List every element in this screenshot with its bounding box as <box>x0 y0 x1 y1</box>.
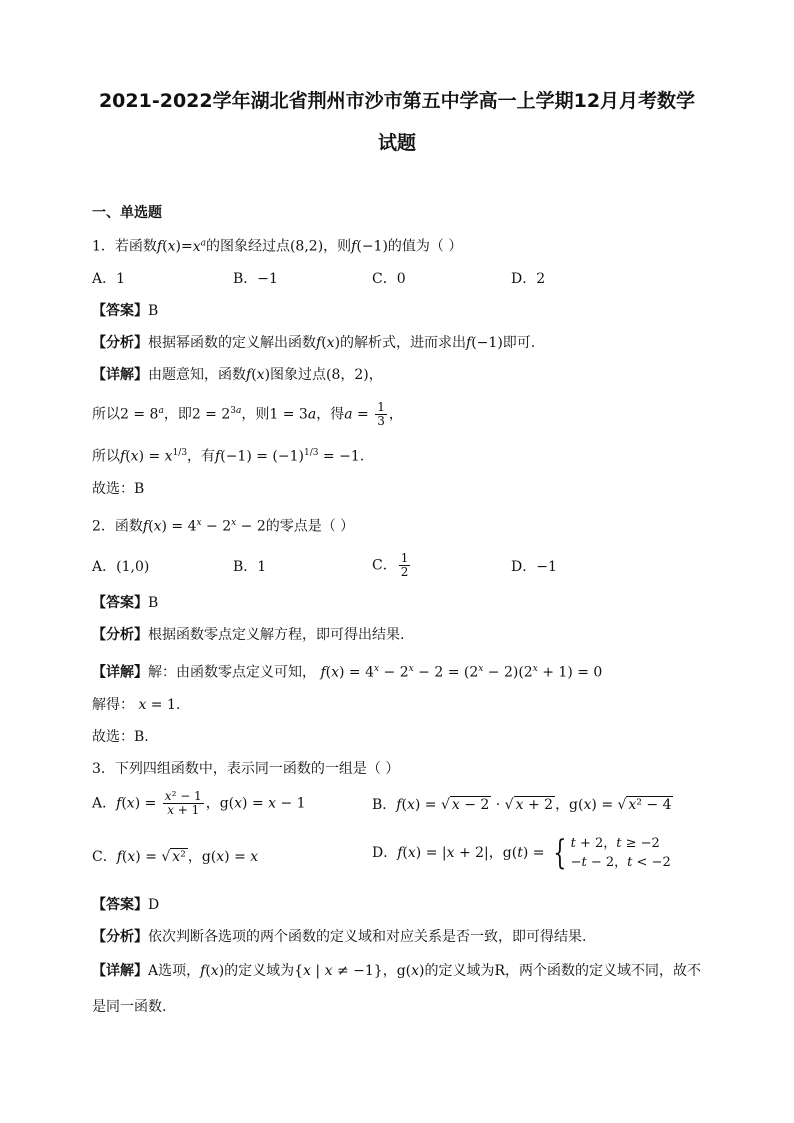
section-heading: 一、单选题 <box>92 205 162 221</box>
q1-conclusion: 故选：B <box>92 481 145 497</box>
document-title-line1: 2021-2022学年湖北省荆州市沙市第五中学高一上学期12月月考数学 <box>98 90 696 112</box>
q3-stem: 3．下列四组函数中，表示同一函数的一组是（ ） <box>92 761 400 777</box>
q2-option-c: C． $\frac{1}{2}$ <box>372 551 409 579</box>
q3-option-b: B．f(x) = √ x − 2 · √ x + 2 ，g(x) = √ x² − 4 <box>372 797 672 813</box>
q3-option-d: D．f(x) = |x + 2|，g(t) = { t + 2，t ≥ −2 −t − 2，t < −2 <box>372 833 671 873</box>
q1-option-a: A．1 <box>92 271 126 287</box>
q2-option-b: B．1 <box>233 559 267 575</box>
document-title-line2: 试题 <box>377 132 416 154</box>
q2-option-d: D．−1 <box>511 559 557 575</box>
q2-answer: 【答案】B <box>92 595 159 611</box>
q3-option-c: C．f(x) = √ x² ，g(x) = x <box>92 849 259 865</box>
q1-detail: 【详解】由题意知，函数f(x)图象过点(8，2)， <box>92 367 383 383</box>
q2-solution: 解得： x = 1. <box>92 697 181 713</box>
q3-detail-line2: 是同一函数. <box>92 999 167 1015</box>
q1-detail-line3: 所以$f(x) = x^{1/3}$，有$f(-1) = (-1)^{1/3} = -1$. <box>92 448 365 465</box>
q1-answer: 【答案】B <box>92 303 159 319</box>
q2-conclusion: 故选：B. <box>92 729 149 745</box>
q2-analysis: 【分析】根据函数零点定义解方程，即可得出结果. <box>92 627 405 643</box>
q1-stem: 1．若函数$f(x)=x^a$的图象经过点(8,2)，则f(−1)的值为（ ） <box>92 238 463 255</box>
q3-analysis: 【分析】依次判断各选项的两个函数的定义域和对应关系是否一致，即可得结果. <box>92 929 587 945</box>
q1-option-c: C．0 <box>372 271 406 287</box>
q2-stem: 2．函数$f(x) = 4^x - 2^x - 2$的零点是（ ） <box>92 518 355 535</box>
q2-detail: 【详解】解：由函数零点定义可知， $f(x) = 4^x - 2^x - 2 = (2^x - 2)(2^x + 1) = 0$ <box>92 664 603 681</box>
q2-option-a: A．(1,0) <box>92 559 150 575</box>
q3-option-a: A．f(x) = $\frac{\text{x² − 1}}{x + 1}$ ，g(x) = x − 1 <box>92 789 306 817</box>
q1-option-d: D．2 <box>511 271 546 287</box>
q3-answer: 【答案】D <box>92 897 160 913</box>
q1-detail-line2: 所以$2 = 8^a$，即$2 = 2^{3a}$，则1 = 3a，得a = $\frac{1}{3}$ ， <box>92 400 403 429</box>
q1-analysis: 【分析】根据幂函数的定义解出函数f(x)的解析式，进而求出f(−1)即可. <box>92 335 536 351</box>
q1-option-b: B．−1 <box>233 271 278 287</box>
q3-detail: 【详解】A选项，f(x)的定义域为{x | x ≠ −1}，g(x)的定义域为R，两个函数的定义域不同，故不 <box>92 963 702 979</box>
